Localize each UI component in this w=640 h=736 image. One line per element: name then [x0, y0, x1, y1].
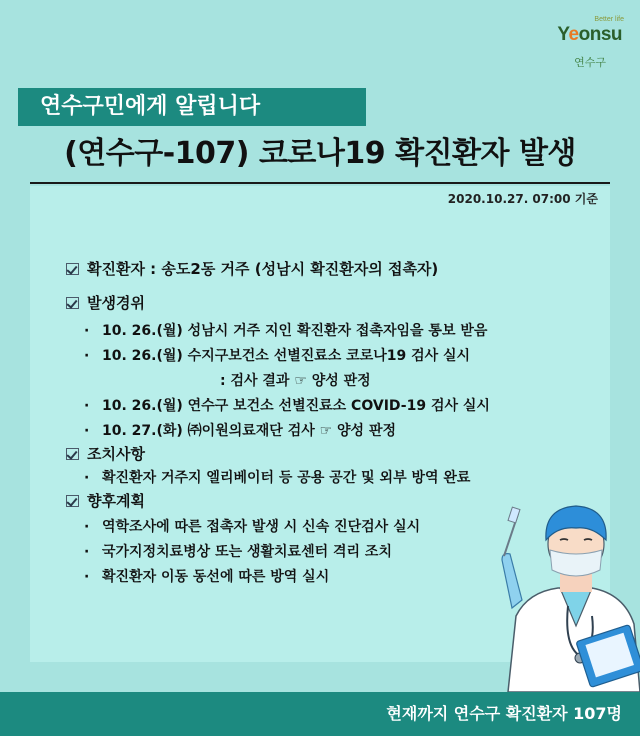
list-item: · 10. 26.(월) 연수구 보건소 선별진료소 COVID-19 검사 실시: [84, 398, 490, 414]
result-note: : 검사 결과 ☞ 양성 판정: [220, 373, 371, 389]
yeonsu-logo: [538, 14, 626, 70]
logo-tagline: Better life: [594, 16, 624, 23]
list-item: · 10. 26.(월) 성남시 거주 지인 확진환자 접촉자임을 통보 받음: [84, 323, 488, 339]
section-plans: 향후계획: [66, 490, 145, 511]
list-item: · 국가지정치료병상 또는 생활치료센터 격리 조치: [84, 544, 392, 560]
list-item: · 10. 26.(월) 수지구보건소 선별진료소 코로나19 검사 실시: [84, 348, 471, 364]
list-item: · 역학조사에 따른 접촉자 발생 시 신속 진단검사 실시: [84, 519, 421, 535]
logo-brand: Yeonsu: [557, 24, 622, 45]
list-item: · 확진환자 거주지 엘리베이터 등 공용 공간 및 외부 방역 완료: [84, 470, 471, 486]
checkbox-icon: [66, 263, 79, 275]
title-divider: [30, 182, 610, 184]
checkbox-icon: [66, 297, 79, 309]
logo-sub: 연수구: [574, 56, 606, 69]
date-stamp: 2020.10.27. 07:00 기준: [447, 192, 598, 206]
checkbox-icon: [66, 495, 79, 507]
checkbox-icon: [66, 448, 79, 460]
medical-worker-illustration: [488, 496, 640, 692]
footer-total-count: 현재까지 연수구 확진환자 107명: [0, 692, 640, 736]
list-item: · 확진환자 이동 동선에 따른 방역 실시: [84, 569, 330, 585]
section-history: 발생경위: [66, 292, 145, 313]
section-measures: 조치사항: [66, 443, 145, 464]
section-patient: 확진환자 : 송도2동 거주 (성남시 확진환자의 접촉자): [66, 258, 438, 279]
list-item: · 10. 27.(화) ㈜이원의료재단 검사 ☞ 양성 판정: [84, 423, 397, 439]
page-title: (연수구-107) 코로나19 확진환자 발생: [64, 136, 576, 171]
notice-banner: 연수구민에게 알립니다: [18, 88, 366, 126]
